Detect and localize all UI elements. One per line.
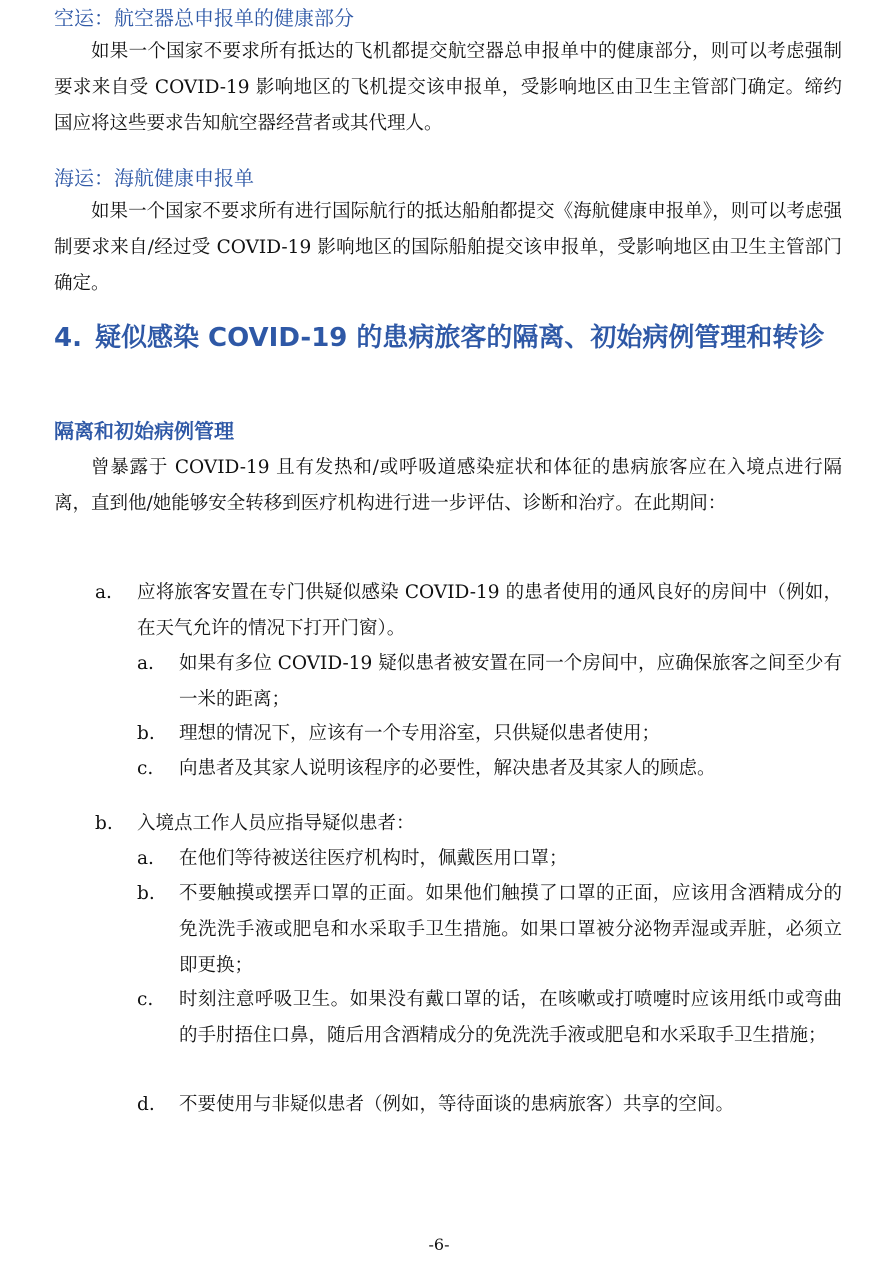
list-marker: a. (137, 848, 154, 869)
sub-item-a-b (137, 716, 842, 752)
list-marker: c. (137, 758, 154, 779)
list-item-text: 不要触摸或摆弄口罩的正面。如果他们触摸了口罩的正面，应该用含酒精成分的免洗洗手液或肥皂和水采取手卫生措施。如果口罩被分泌物弄湿或弄脏，必须立即更换； (179, 883, 842, 976)
sub-item-b-a (137, 841, 842, 877)
list-item-text: 向患者及其家人说明该程序的必要性，解决患者及其家人的顾虑。 (179, 758, 716, 779)
page-number: -6- (428, 1235, 450, 1254)
sub-item-b-d (137, 1087, 842, 1123)
list-item-a (95, 575, 842, 647)
list-marker: d. (137, 1094, 155, 1115)
list-marker: a. (137, 653, 154, 674)
list-item-text: 时刻注意呼吸卫生。如果没有戴口罩的话，在咳嗽或打喷嚏时应该用纸巾或弯曲的手肘捂住口鼻，随后用含酒精成分的免洗洗手液或肥皂和水采取手卫生措施； (179, 989, 842, 1046)
list-marker: a. (95, 582, 112, 603)
isolation-intro: 曾暴露于 COVID-19 且有发热和/或呼吸道感染症状和体征的患病旅客应在入境点进行隔离，直到他/她能够安全转移到医疗机构进行进一步评估、诊断和治疗。在此期间： (54, 457, 842, 514)
sea-paragraph: 如果一个国家不要求所有进行国际航行的抵达船舶都提交《海航健康申报单》，则可以考虑强制要求来自/经过受 COVID-19 影响地区的国际船舶提交该申报单，受影响地区由卫生主管部门确定。 (54, 201, 842, 294)
list-marker: b. (137, 723, 155, 744)
list-item-text: 理想的情况下，应该有一个专用浴室，只供疑似患者使用； (179, 723, 661, 744)
air-paragraph: 如果一个国家不要求所有抵达的飞机都提交航空器总申报单中的健康部分，则可以考虑强制要求来自受 COVID-19 影响地区的飞机提交该申报单，受影响地区由卫生主管部门确定。缔约国应将这些要求告知航空器经营者或其代理人。 (54, 41, 842, 134)
section-title-text: 疑似感染 COVID-19 的患病旅客的隔离、初始病例管理和转诊 (95, 323, 825, 353)
isolation-heading: 隔离和初始病例管理 (54, 419, 234, 443)
list-marker: c. (137, 989, 154, 1010)
sub-item-a-a (137, 646, 842, 718)
list-item-text: 在他们等待被送往医疗机构时，佩戴医用口罩； (179, 848, 568, 869)
air-heading: 空运：航空器总申报单的健康部分 (54, 6, 354, 30)
list-item-text: 如果有多位 COVID-19 疑似患者被安置在同一个房间中，应确保旅客之间至少有一米的距离； (179, 653, 842, 710)
sub-item-b-b (137, 876, 842, 984)
list-item-text: 入境点工作人员应指导疑似患者： (137, 813, 415, 834)
sub-item-b-c (137, 982, 842, 1054)
list-marker: b. (95, 813, 113, 834)
section-number: 4. (54, 323, 82, 353)
list-item-text: 应将旅客安置在专门供疑似感染 COVID-19 的患者使用的通风良好的房间中（例如，在天气允许的情况下打开门窗）。 (137, 582, 842, 639)
list-item-text: 不要使用与非疑似患者（例如，等待面谈的患病旅客）共享的空间。 (179, 1094, 735, 1115)
sea-heading: 海运：海航健康申报单 (54, 166, 254, 190)
sub-item-a-c (137, 751, 842, 787)
list-item-b (95, 806, 842, 842)
list-marker: b. (137, 883, 155, 904)
section-title (54, 320, 844, 356)
